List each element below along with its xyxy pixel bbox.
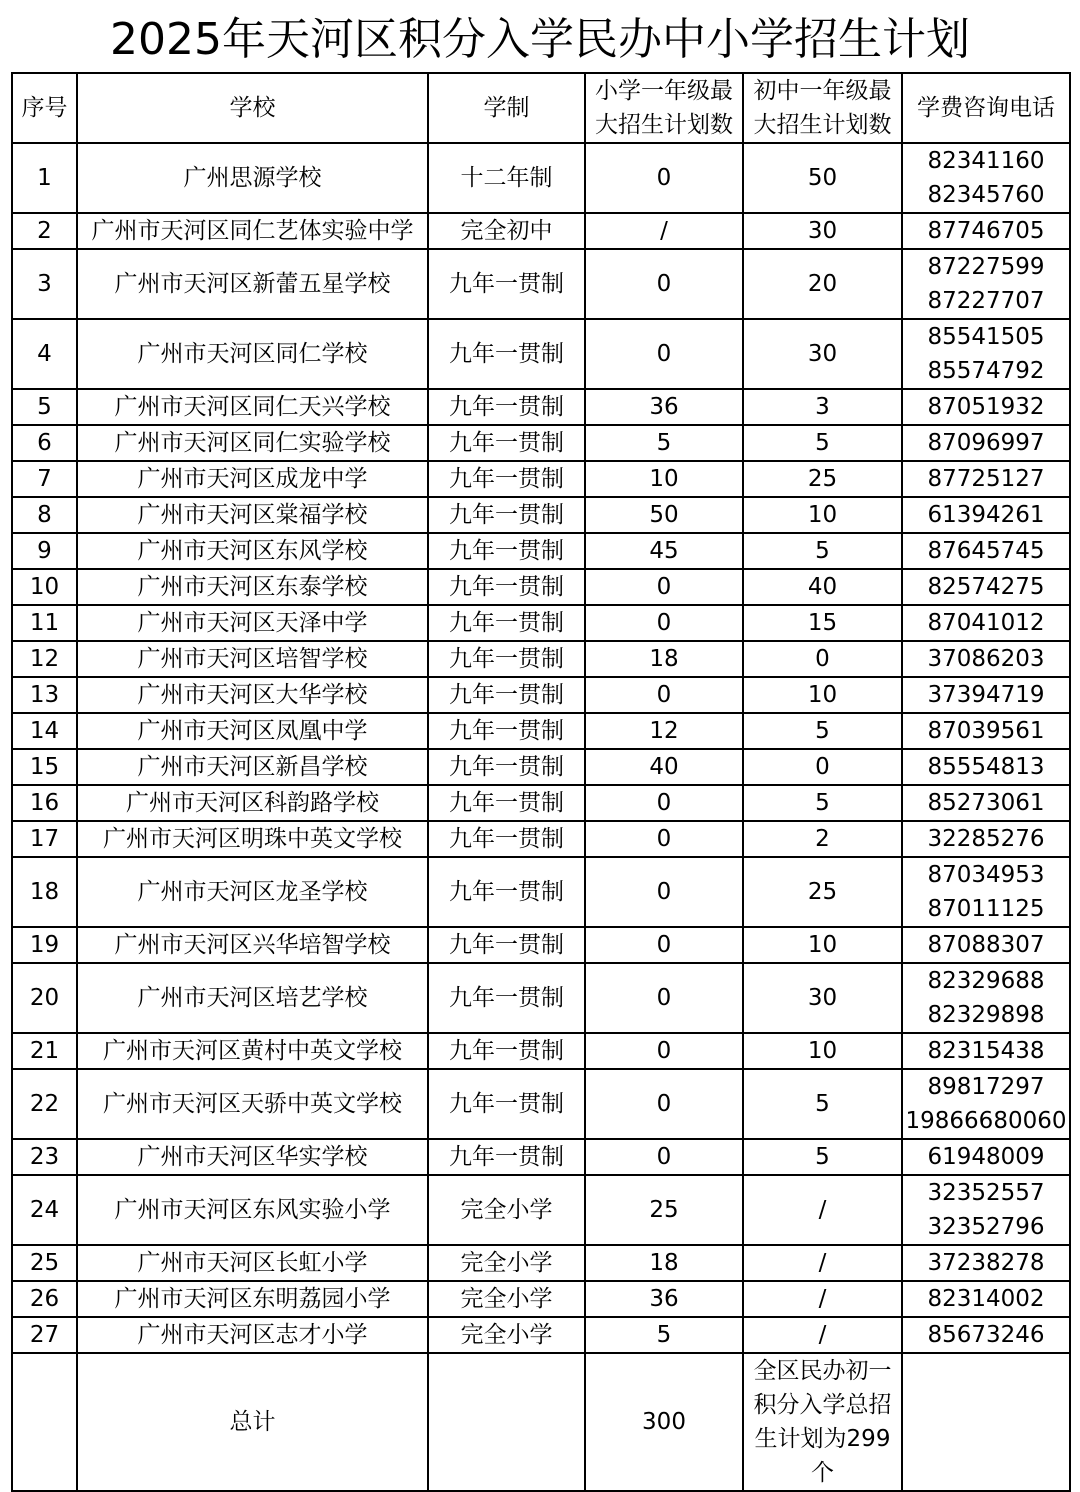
table-row: [12, 641, 1070, 677]
row-no: 18: [12, 857, 77, 927]
row-middle-plan: /: [743, 1317, 902, 1353]
table-row: [12, 461, 1070, 497]
total-no-cell: [12, 1353, 77, 1491]
row-phone-cell: [902, 1281, 1070, 1317]
row-system: 九年一贯制: [428, 857, 585, 927]
row-school: 广州市天河区新昌学校: [77, 749, 428, 785]
table-row: [12, 319, 1070, 389]
row-phone-cell: [902, 249, 1070, 319]
row-system: 九年一贯制: [428, 785, 585, 821]
row-phone-cell: [902, 641, 1070, 677]
row-primary-plan: /: [585, 213, 743, 249]
row-primary-plan: 25: [585, 1175, 743, 1245]
row-primary-plan: 0: [585, 821, 743, 857]
row-system: 完全小学: [428, 1281, 585, 1317]
row-school: 广州市天河区同仁实验学校: [77, 425, 428, 461]
table-row: [12, 1139, 1070, 1175]
header-primary-plan: [585, 73, 743, 143]
row-school: 广州市天河区凤凰中学: [77, 713, 428, 749]
row-primary-plan: 0: [585, 857, 743, 927]
row-no: 23: [12, 1139, 77, 1175]
table-row: [12, 605, 1070, 641]
row-school: 广州市天河区天泽中学: [77, 605, 428, 641]
row-phone: 87096997: [927, 430, 1045, 456]
row-phone-cell: [902, 319, 1070, 389]
table-row: [12, 213, 1070, 249]
row-primary-plan: 18: [585, 1245, 743, 1281]
row-phone: 82574275: [927, 574, 1045, 600]
row-no: 26: [12, 1281, 77, 1317]
row-phone-cell: [902, 963, 1070, 1033]
row-primary-plan: 0: [585, 1033, 743, 1069]
row-middle-plan: 5: [743, 785, 902, 821]
row-phone: 85574792: [927, 358, 1045, 384]
table-row: [12, 143, 1070, 213]
row-school: 广州市天河区大华学校: [77, 677, 428, 713]
row-phone: 37086203: [927, 646, 1045, 672]
row-middle-plan: 40: [743, 569, 902, 605]
header-no: 序号: [12, 73, 77, 143]
row-school: 广州市天河区新蕾五星学校: [77, 249, 428, 319]
row-middle-plan: 30: [743, 213, 902, 249]
row-system: 九年一贯制: [428, 1139, 585, 1175]
table-row: [12, 1245, 1070, 1281]
row-phone-cell: [902, 1069, 1070, 1139]
row-primary-plan: 0: [585, 319, 743, 389]
row-system: 九年一贯制: [428, 1033, 585, 1069]
table-row: [12, 821, 1070, 857]
page-title: 2025年天河区积分入学民办中小学招生计划: [110, 14, 970, 65]
row-phone: 82314002: [927, 1286, 1045, 1312]
table-row: [12, 749, 1070, 785]
row-system: 九年一贯制: [428, 497, 585, 533]
table-row: [12, 1175, 1070, 1245]
row-phone-cell: [902, 1139, 1070, 1175]
table-row: [12, 497, 1070, 533]
table-row: [12, 677, 1070, 713]
row-primary-plan: 12: [585, 713, 743, 749]
row-primary-plan: 0: [585, 677, 743, 713]
table-row: [12, 533, 1070, 569]
row-primary-plan: 45: [585, 533, 743, 569]
row-phone: 32285276: [927, 826, 1045, 852]
row-school: 广州市天河区培艺学校: [77, 963, 428, 1033]
row-phone: 85541505: [927, 324, 1045, 350]
row-middle-plan: /: [743, 1245, 902, 1281]
row-school: 广州市天河区东明荔园小学: [77, 1281, 428, 1317]
table-row: [12, 249, 1070, 319]
row-no: 19: [12, 927, 77, 963]
row-phone: 82341160: [927, 148, 1045, 174]
row-system: 九年一贯制: [428, 677, 585, 713]
header-row: [12, 73, 1070, 143]
row-middle-plan: 3: [743, 389, 902, 425]
header-middle-plan: [743, 73, 902, 143]
row-system: 九年一贯制: [428, 605, 585, 641]
row-no: 16: [12, 785, 77, 821]
row-phone: 89817297: [927, 1074, 1045, 1100]
row-phone-cell: [902, 533, 1070, 569]
row-phone: 82329898: [927, 1002, 1045, 1028]
row-phone: 61948009: [927, 1144, 1045, 1170]
row-phone: 85554813: [927, 754, 1045, 780]
row-school: 广州市天河区志才小学: [77, 1317, 428, 1353]
row-phone: 87725127: [927, 466, 1045, 492]
row-system: 九年一贯制: [428, 319, 585, 389]
row-system: 九年一贯制: [428, 569, 585, 605]
row-system: 完全小学: [428, 1175, 585, 1245]
row-phone-cell: [902, 821, 1070, 857]
row-school: 广州市天河区东风学校: [77, 533, 428, 569]
row-phone: 82329688: [927, 968, 1045, 994]
row-school: 广州市天河区龙圣学校: [77, 857, 428, 927]
row-primary-plan: 50: [585, 497, 743, 533]
row-system: 九年一贯制: [428, 389, 585, 425]
row-primary-plan: 0: [585, 1139, 743, 1175]
row-phone-cell: [902, 389, 1070, 425]
row-primary-plan: 0: [585, 1069, 743, 1139]
row-school: 广州市天河区东风实验小学: [77, 1175, 428, 1245]
row-phone-cell: [902, 713, 1070, 749]
row-school: 广州市天河区黄村中英文学校: [77, 1033, 428, 1069]
row-no: 10: [12, 569, 77, 605]
total-label: 总计: [77, 1353, 428, 1491]
row-phone: 87227599: [927, 254, 1045, 280]
row-school: 广州市天河区兴华培智学校: [77, 927, 428, 963]
row-phone: 85673246: [927, 1322, 1045, 1348]
header-primary-line1: 小学一年级最: [595, 78, 733, 104]
row-no: 3: [12, 249, 77, 319]
row-phone: 87039561: [927, 718, 1045, 744]
table-body: [12, 143, 1070, 1353]
row-middle-plan: 50: [743, 143, 902, 213]
row-school: 广州市天河区同仁学校: [77, 319, 428, 389]
row-primary-plan: 0: [585, 143, 743, 213]
header-system: 学制: [428, 73, 585, 143]
row-system: 九年一贯制: [428, 249, 585, 319]
row-phone: 61394261: [927, 502, 1045, 528]
row-phone: 19866680060: [905, 1108, 1067, 1134]
row-middle-plan: 10: [743, 1033, 902, 1069]
row-middle-plan: 0: [743, 641, 902, 677]
row-primary-plan: 0: [585, 605, 743, 641]
row-middle-plan: 20: [743, 249, 902, 319]
row-school: 广州市天河区同仁艺体实验中学: [77, 213, 428, 249]
row-phone: 37394719: [927, 682, 1045, 708]
table-row: [12, 425, 1070, 461]
row-phone-cell: [902, 1245, 1070, 1281]
table-row: [12, 1033, 1070, 1069]
row-phone: 32352557: [927, 1180, 1045, 1206]
table-row: [12, 713, 1070, 749]
row-school: 广州市天河区东泰学校: [77, 569, 428, 605]
row-primary-plan: 0: [585, 249, 743, 319]
total-row: [12, 1353, 1070, 1491]
row-system: 九年一贯制: [428, 749, 585, 785]
row-middle-plan: 5: [743, 713, 902, 749]
row-middle-plan: 5: [743, 1069, 902, 1139]
row-phone-cell: [902, 1175, 1070, 1245]
row-middle-plan: 5: [743, 1139, 902, 1175]
row-primary-plan: 0: [585, 963, 743, 1033]
row-phone: 87011125: [927, 896, 1045, 922]
row-phone-cell: [902, 425, 1070, 461]
row-no: 9: [12, 533, 77, 569]
row-phone-cell: [902, 497, 1070, 533]
row-no: 22: [12, 1069, 77, 1139]
table-row: [12, 927, 1070, 963]
row-school: 广州市天河区培智学校: [77, 641, 428, 677]
header-phone: 学费咨询电话: [902, 73, 1070, 143]
row-phone-cell: [902, 213, 1070, 249]
row-primary-plan: 18: [585, 641, 743, 677]
row-system: 九年一贯制: [428, 461, 585, 497]
row-system: 九年一贯制: [428, 533, 585, 569]
row-no: 6: [12, 425, 77, 461]
row-school: 广州市天河区明珠中英文学校: [77, 821, 428, 857]
total-phone-cell: [902, 1353, 1070, 1491]
row-middle-plan: 25: [743, 857, 902, 927]
row-no: 25: [12, 1245, 77, 1281]
table-row: [12, 389, 1070, 425]
row-no: 8: [12, 497, 77, 533]
row-phone: 87034953: [927, 862, 1045, 888]
row-school: 广州市天河区华实学校: [77, 1139, 428, 1175]
row-system: 九年一贯制: [428, 927, 585, 963]
row-middle-plan: 30: [743, 963, 902, 1033]
row-school: 广州市天河区长虹小学: [77, 1245, 428, 1281]
row-middle-plan: 10: [743, 497, 902, 533]
row-middle-plan: /: [743, 1281, 902, 1317]
row-middle-plan: /: [743, 1175, 902, 1245]
row-no: 4: [12, 319, 77, 389]
row-middle-plan: 10: [743, 677, 902, 713]
row-phone: 87746705: [927, 218, 1045, 244]
row-middle-plan: 30: [743, 319, 902, 389]
header-school: 学校: [77, 73, 428, 143]
header-middle-line2: 大招生计划数: [753, 112, 892, 138]
row-phone-cell: [902, 143, 1070, 213]
row-system: 完全小学: [428, 1245, 585, 1281]
row-phone: 87645745: [927, 538, 1045, 564]
row-primary-plan: 5: [585, 425, 743, 461]
row-phone: 85273061: [927, 790, 1045, 816]
row-system: 十二年制: [428, 143, 585, 213]
total-primary: 300: [585, 1353, 743, 1491]
table-row: [12, 1281, 1070, 1317]
total-system-cell: [428, 1353, 585, 1491]
row-primary-plan: 36: [585, 389, 743, 425]
row-phone-cell: [902, 569, 1070, 605]
row-middle-plan: 5: [743, 425, 902, 461]
row-phone-cell: [902, 749, 1070, 785]
table-row: [12, 857, 1070, 927]
row-phone-cell: [902, 927, 1070, 963]
table-row: [12, 1317, 1070, 1353]
row-no: 20: [12, 963, 77, 1033]
table-row: [12, 569, 1070, 605]
row-phone: 87227707: [927, 288, 1045, 314]
row-no: 21: [12, 1033, 77, 1069]
row-phone-cell: [902, 461, 1070, 497]
row-no: 13: [12, 677, 77, 713]
row-middle-plan: 2: [743, 821, 902, 857]
row-primary-plan: 0: [585, 927, 743, 963]
total-middle-note: 全区民办初一积分入学总招生计划为299个: [753, 1358, 892, 1486]
row-no: 27: [12, 1317, 77, 1353]
row-school: 广州思源学校: [77, 143, 428, 213]
total-middle-note-cell: [743, 1353, 902, 1491]
row-school: 广州市天河区科韵路学校: [77, 785, 428, 821]
row-phone: 82345760: [927, 182, 1045, 208]
row-phone: 32352796: [927, 1214, 1045, 1240]
row-primary-plan: 5: [585, 1317, 743, 1353]
row-school: 广州市天河区同仁天兴学校: [77, 389, 428, 425]
row-school: 广州市天河区棠福学校: [77, 497, 428, 533]
row-phone: 87041012: [927, 610, 1045, 636]
row-no: 24: [12, 1175, 77, 1245]
row-system: 九年一贯制: [428, 425, 585, 461]
row-phone-cell: [902, 605, 1070, 641]
row-phone: 82315438: [927, 1038, 1045, 1064]
row-middle-plan: 15: [743, 605, 902, 641]
row-primary-plan: 0: [585, 569, 743, 605]
row-system: 九年一贯制: [428, 821, 585, 857]
row-phone-cell: [902, 677, 1070, 713]
row-system: 完全小学: [428, 1317, 585, 1353]
row-primary-plan: 10: [585, 461, 743, 497]
table-row: [12, 785, 1070, 821]
row-school: 广州市天河区成龙中学: [77, 461, 428, 497]
row-primary-plan: 0: [585, 785, 743, 821]
row-phone: 37238278: [927, 1250, 1045, 1276]
row-no: 7: [12, 461, 77, 497]
header-primary-line2: 大招生计划数: [595, 112, 733, 138]
row-no: 1: [12, 143, 77, 213]
row-school: 广州市天河区天骄中英文学校: [77, 1069, 428, 1139]
row-middle-plan: 25: [743, 461, 902, 497]
row-middle-plan: 0: [743, 749, 902, 785]
row-phone-cell: [902, 1033, 1070, 1069]
row-phone-cell: [902, 785, 1070, 821]
enrollment-plan-table: [11, 72, 1071, 1492]
row-primary-plan: 36: [585, 1281, 743, 1317]
row-phone-cell: [902, 857, 1070, 927]
row-no: 2: [12, 213, 77, 249]
row-no: 15: [12, 749, 77, 785]
row-middle-plan: 10: [743, 927, 902, 963]
header-middle-line1: 初中一年级最: [753, 78, 892, 104]
row-system: 九年一贯制: [428, 1069, 585, 1139]
row-no: 11: [12, 605, 77, 641]
row-no: 5: [12, 389, 77, 425]
row-no: 14: [12, 713, 77, 749]
row-primary-plan: 40: [585, 749, 743, 785]
row-no: 17: [12, 821, 77, 857]
table-row: [12, 1069, 1070, 1139]
row-system: 九年一贯制: [428, 713, 585, 749]
row-middle-plan: 5: [743, 533, 902, 569]
row-system: 完全初中: [428, 213, 585, 249]
row-phone: 87088307: [927, 932, 1045, 958]
row-phone: 87051932: [927, 394, 1045, 420]
table-row: [12, 963, 1070, 1033]
row-system: 九年一贯制: [428, 641, 585, 677]
row-phone-cell: [902, 1317, 1070, 1353]
row-system: 九年一贯制: [428, 963, 585, 1033]
row-no: 12: [12, 641, 77, 677]
